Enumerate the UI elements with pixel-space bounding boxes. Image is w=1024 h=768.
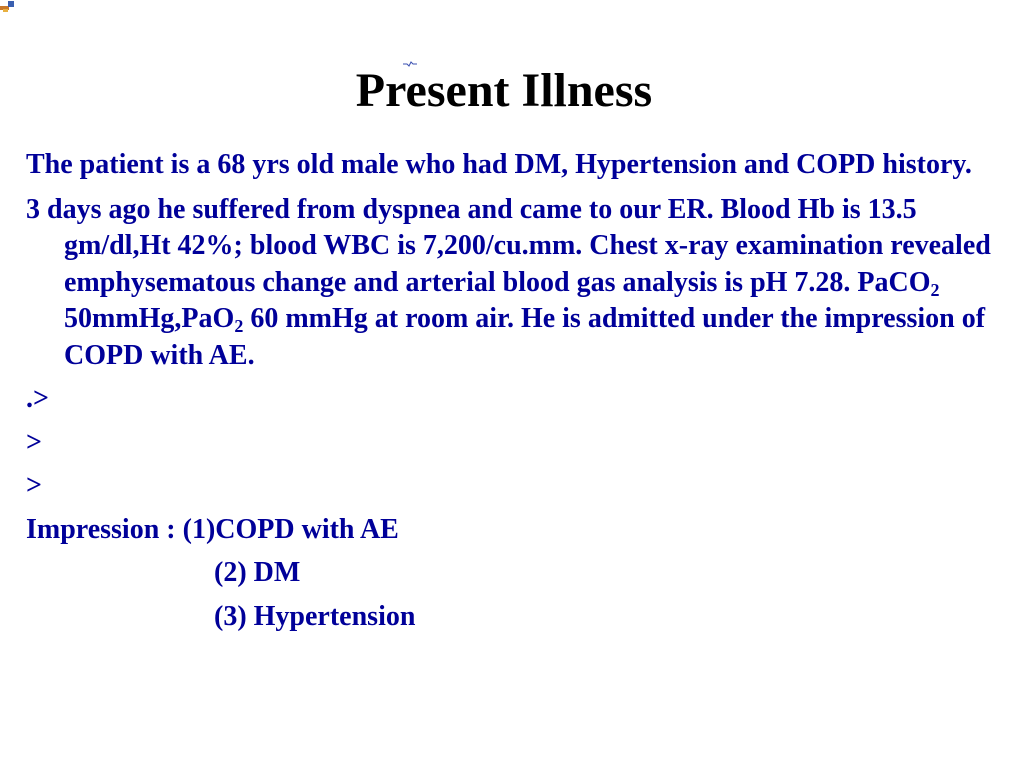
paragraph-text-part-1: 3 days ago he suffered from dyspnea and came to our ER. Blood Hb is 13.5 gm/dl,Ht 42%; blood WBC is 7,200/cu.mm. Chest x-ray examination revealed emphysematous change and arterial blood gas analysis is pH 7.28. PaCO [26, 193, 991, 298]
subscript-2: 2 [234, 316, 244, 336]
marker-line: > [26, 470, 42, 501]
marker-line: .> [26, 383, 49, 414]
impression-item: (1)COPD with AE [182, 513, 399, 545]
paragraph-text-part-3: 60 mmHg at room air. He is admitted under the impression of COPD with AE. [64, 303, 986, 371]
paragraph-text-part-2: 50mmHg,PaO [64, 303, 235, 334]
page-title: Present Illness [355, 64, 653, 117]
impression-item: (2) DM [214, 557, 301, 588]
slide-body [26, 147, 996, 642]
history-paragraph: The patient is a 68 yrs old male who had DM, Hypertension and COPD history. [26, 149, 972, 180]
subscript-2: 2 [930, 279, 940, 300]
slide-logo-icon [0, 0, 16, 12]
marker-line: > [26, 426, 42, 458]
impression-label: Impression : [26, 513, 183, 545]
present-illness-paragraph [26, 192, 996, 375]
impression-item: (3) Hypertension [214, 600, 416, 632]
impression-line [26, 512, 996, 549]
